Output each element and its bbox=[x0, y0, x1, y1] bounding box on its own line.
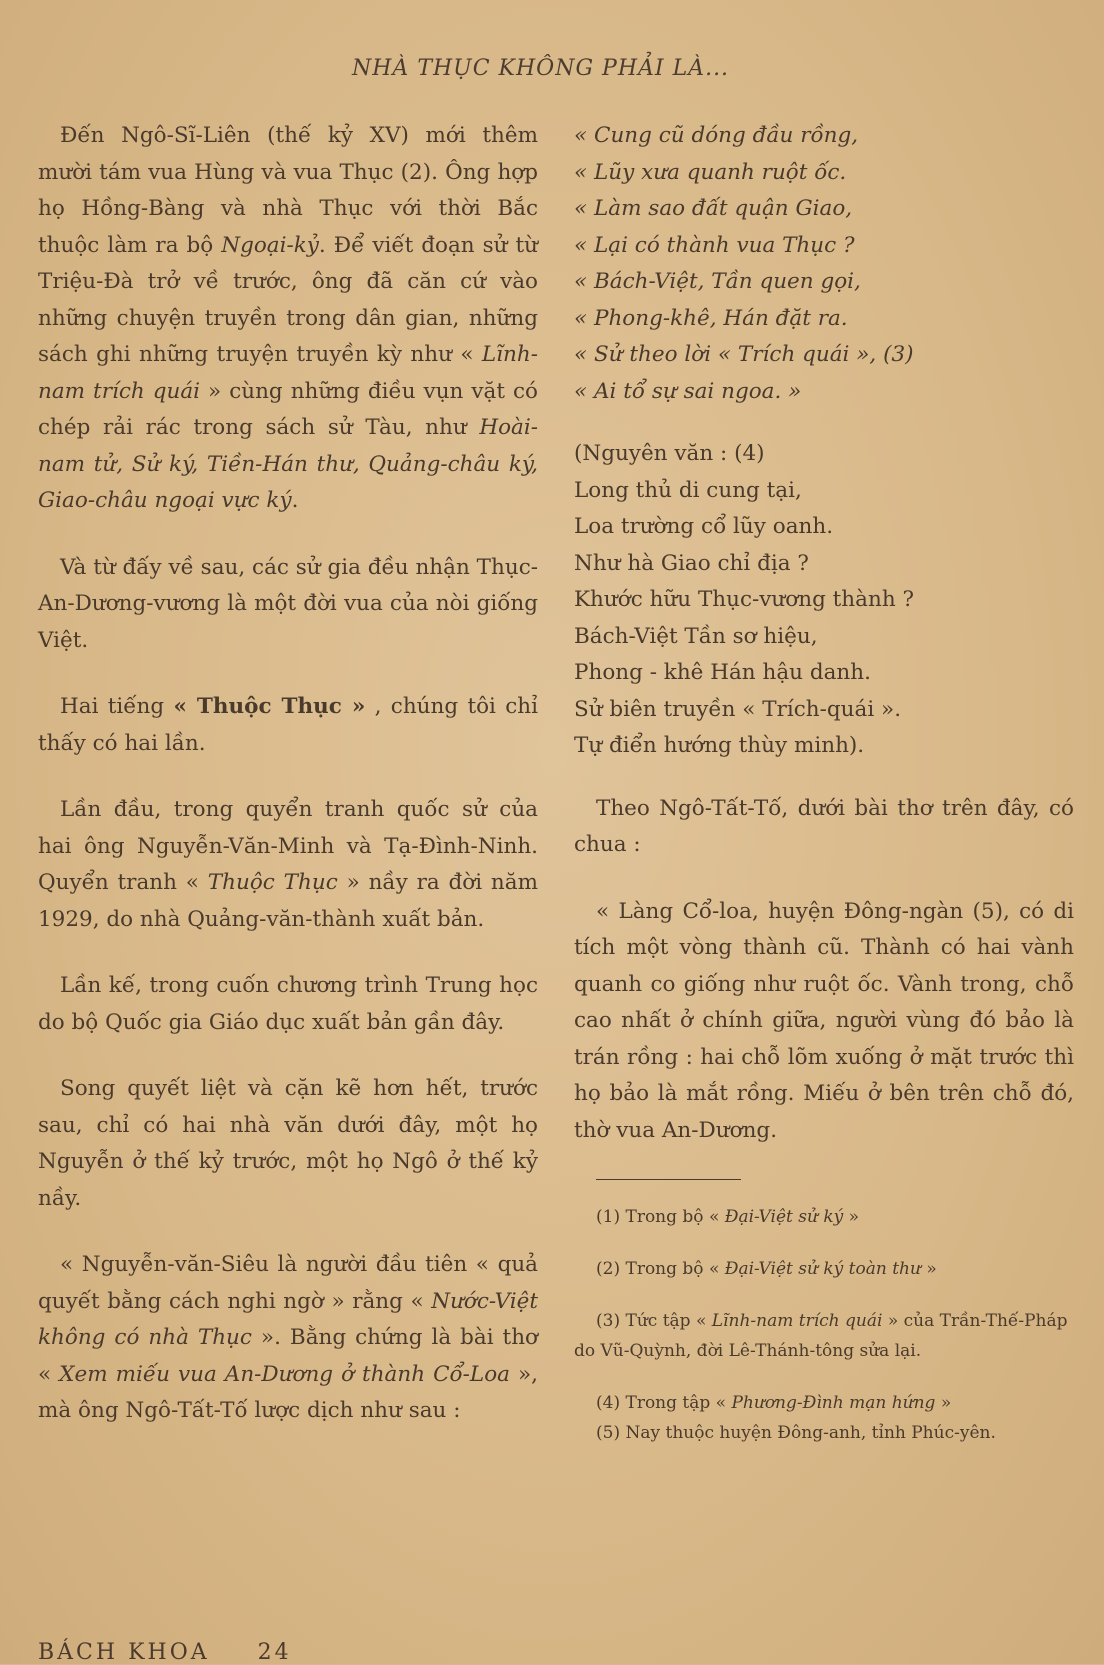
italic-title: Đại-Việt sử ký toàn thư bbox=[724, 1259, 921, 1279]
footnote: (5) Nay thuộc huyện Đông-anh, tỉnh Phúc-yên. bbox=[596, 1423, 996, 1443]
text-run: « Nguyễn-văn-Siêu là người đầu tiên « quả quyết bằng cách nghi ngờ » rằng « bbox=[38, 1252, 538, 1314]
paragraph: Theo Ngô-Tất-Tố, dưới bài thơ trên đây, có chua : bbox=[574, 795, 1074, 857]
paragraph bbox=[38, 118, 538, 520]
verse-line: « Cung cũ dóng đầu rồng, bbox=[574, 123, 859, 148]
footnote-divider bbox=[596, 1179, 741, 1180]
text-run: . bbox=[291, 488, 299, 513]
verse-line: « Phong-khê, Hán đặt ra. bbox=[574, 305, 848, 331]
footnote bbox=[574, 1254, 1074, 1284]
page-number: 24 bbox=[257, 1640, 292, 1665]
italic-title: Lĩnh-nam trích quái bbox=[711, 1311, 883, 1331]
paragraph bbox=[38, 689, 538, 762]
bold-term: « Thuộc Thục » bbox=[173, 694, 366, 719]
running-title: NHÀ THỤC KHÔNG PHẢI LÀ... bbox=[352, 56, 730, 81]
text-run: » bbox=[935, 1393, 952, 1413]
verse-line: « Lũy xưa quanh ruột ốc. bbox=[574, 159, 847, 185]
text-run: (1) Trong bộ « bbox=[596, 1207, 725, 1227]
text-run: Lần đầu, trong quyển tranh quốc sử của hai ông Nguyễn-Văn-Minh và Tạ-Đình-Ninh. Quyển tranh « bbox=[38, 797, 538, 895]
italic-title: Thuộc Thục bbox=[207, 870, 338, 895]
paragraph: Và từ đấy về sau, các sử gia đều nhận Thục-An-Dương-vương là một đời vua của nòi giống Việt. bbox=[38, 554, 538, 653]
paragraph bbox=[38, 1247, 538, 1430]
verse-line: Khước hữu Thục-vương thành ? bbox=[574, 587, 915, 612]
verse-line: « Ai tổ sự sai ngoa. » bbox=[574, 378, 802, 404]
footnote bbox=[574, 1388, 1074, 1418]
italic-title: Xem miếu vua An-Dương ở thành Cổ-Loa bbox=[59, 1361, 510, 1387]
verse-line: (Nguyên văn : (4) bbox=[574, 441, 765, 466]
paragraph: Song quyết liệt và cặn kẽ hơn hết, trước sau, chỉ có hai nhà văn dưới đây, một họ Nguyễn ở thế kỷ trước, một họ Ngô ở thế kỷ nầy. bbox=[38, 1076, 538, 1211]
verse-line: Long thủ di cung tại, bbox=[574, 477, 802, 503]
verse-line: « Làm sao đất quận Giao, bbox=[574, 196, 853, 221]
text-run: » của Trần-Thế-Pháp do Vũ-Quỳnh, đời Lê-Thánh-tông sửa lại. bbox=[574, 1311, 1068, 1361]
italic-title: Đại-Việt sử ký bbox=[724, 1207, 844, 1227]
italic-title: Nước-Việt không có nhà Thục bbox=[38, 1288, 538, 1350]
paragraph: « Làng Cổ-loa, huyện Đông-ngàn (5), có di tích một vòng thành cũ. Thành có hai vành quanh co giống như ruột ốc. Vành trong, chỗ cao nhất ở chính giữa, người vùng đó bảo là trán rồng : hai chỗ lõm xuống ở mặt trước thì họ bảo là mắt rồng. Miếu ở bên trên chỗ đó, thờ vua An-Dương. bbox=[574, 898, 1074, 1143]
verse-line: « Bách-Việt, Tần quen gọi, bbox=[574, 269, 861, 294]
verse-line: Bách-Việt Tần sơ hiệu, bbox=[574, 623, 818, 649]
verse-line: Loa trường cổ lũy oanh. bbox=[574, 514, 834, 539]
italic-title: Hoài-nam tử, Sử ký, Tiền-Hán thư, Quảng-châu ký, Giao-châu ngoại vực ký bbox=[38, 415, 538, 513]
right-column bbox=[574, 118, 1074, 1470]
text-run: ». Bằng chứng là bài thơ « bbox=[38, 1325, 538, 1387]
text-run: » nầy ra đời năm 1929, do nhà Quảng-văn-thành xuất bản. bbox=[38, 870, 538, 932]
paragraph: Lần kế, trong cuốn chương trình Trung học do bộ Quốc gia Giáo dục xuất bản gần đây. bbox=[38, 973, 538, 1035]
left-column bbox=[38, 118, 538, 1460]
verse-line: « Lại có thành vua Thục ? bbox=[574, 232, 855, 258]
poem-original bbox=[574, 436, 1074, 765]
verse-line: Như hà Giao chỉ địa ? bbox=[574, 550, 809, 576]
magazine-name: BÁCH KHOA bbox=[38, 1640, 210, 1665]
text-run: Đến Ngô-Sĩ-Liên (thế kỷ XV) mới thêm mười tám vua Hùng và vua Thục (2). Ông hợp họ Hồng-Bàng và nhà Thục với thời Bắc thuộc làm ra bộ bbox=[38, 123, 538, 258]
italic-title: Ngoại-kỷ bbox=[221, 232, 319, 258]
text-run: » bbox=[920, 1259, 937, 1279]
text-run: » bbox=[843, 1207, 860, 1227]
italic-title: Phương-Đình mạn hứng bbox=[731, 1393, 936, 1413]
page-footer bbox=[38, 1640, 292, 1665]
text-run: Hai tiếng bbox=[60, 694, 174, 719]
text-run: » cùng những điều vụn vặt có chép rải rác trong sách sử Tàu, như bbox=[38, 378, 538, 440]
text-run: », mà ông Ngô-Tất-Tố lược dịch như sau : bbox=[38, 1361, 538, 1423]
text-run: (2) Trong bộ « bbox=[596, 1259, 725, 1279]
verse-line: Phong - khê Hán hậu danh. bbox=[574, 660, 871, 685]
text-run: (4) Trong tập « bbox=[596, 1393, 732, 1413]
text-run: , chúng tôi chỉ thấy có hai lần. bbox=[38, 694, 538, 756]
poem-translation bbox=[574, 118, 1074, 410]
text-run: (3) Tức tập « bbox=[596, 1311, 712, 1331]
italic-title: Lĩnh-nam trích quái bbox=[38, 342, 538, 404]
verse-line: « Sử theo lời « Trích quái », (3) bbox=[574, 342, 914, 367]
text-run: . Để viết đoạn sử từ Triệu-Đà trở về trước, ông đã căn cứ vào những chuyện truyền trong dân gian, những sách ghi những truyện truyền kỳ như « bbox=[38, 232, 538, 367]
verse-line: Tự điển hướng thùy minh). bbox=[574, 733, 865, 758]
footnote bbox=[574, 1202, 1074, 1232]
paragraph bbox=[38, 792, 538, 938]
verse-line: Sử biên truyền « Trích-quái ». bbox=[574, 696, 902, 722]
footnote bbox=[574, 1306, 1074, 1366]
